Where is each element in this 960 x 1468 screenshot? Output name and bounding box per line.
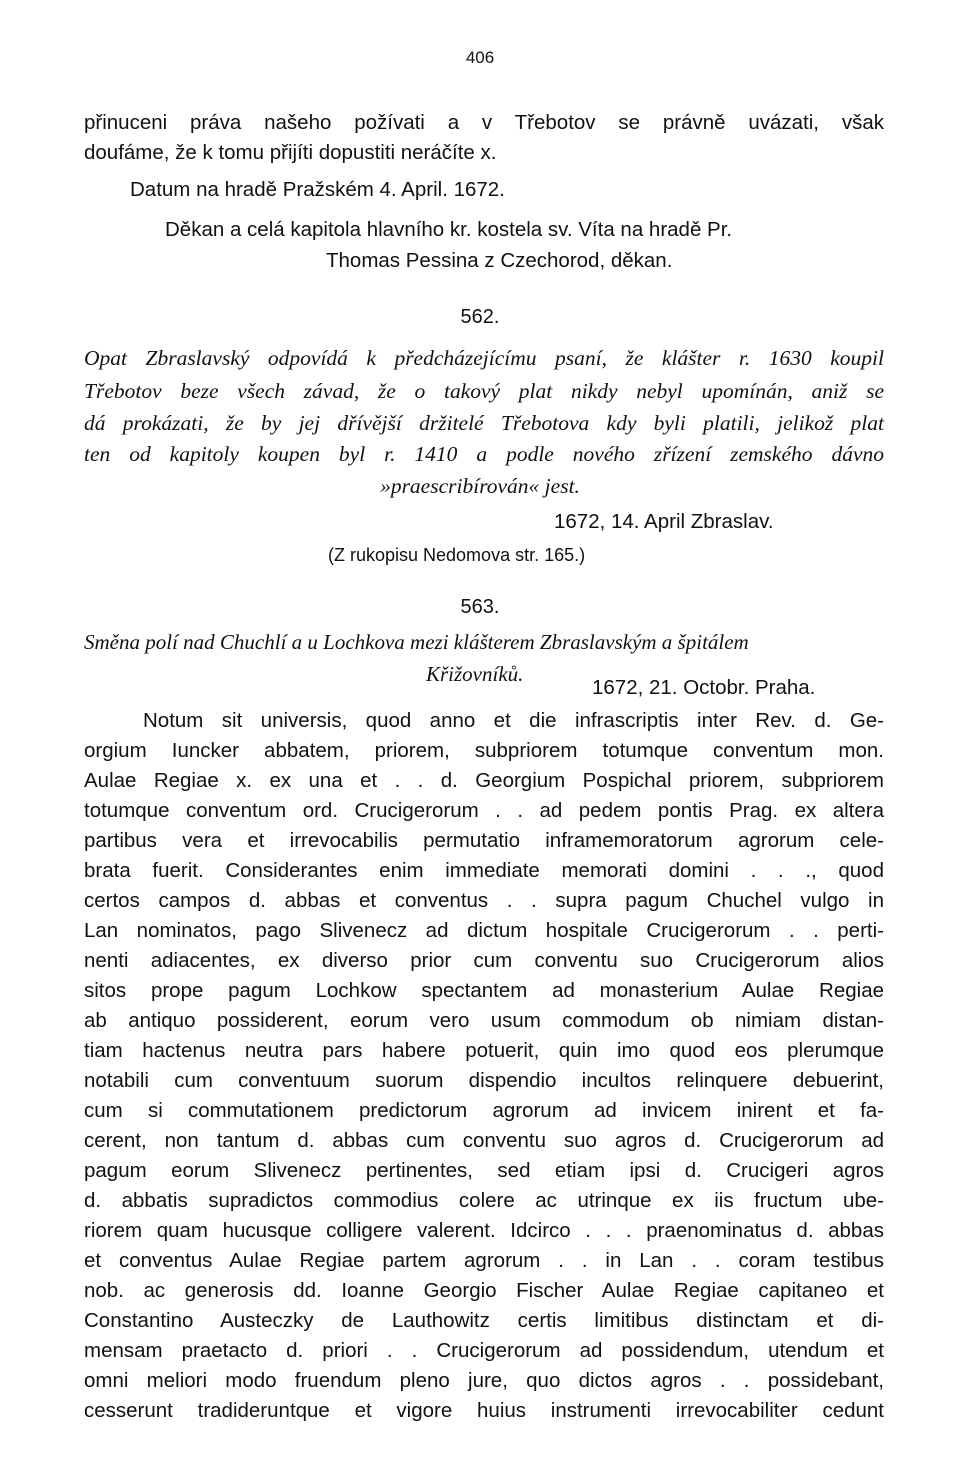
date-place: 1672, 14. April Zbraslav.	[554, 510, 774, 533]
body-line: sitos prope pagum Lochkow spectantem ad monasterium Aulae Regiae	[84, 979, 884, 1002]
body-line: brata fuerit. Considerantes enim immediate memorati domini . . ., quod	[84, 859, 884, 882]
body-line: přinuceni práva našeho požívati a v Třebotov se právně uvázati, však	[84, 111, 884, 134]
body-line: cesserunt tradideruntque et vigore huius instrumenti irrevocabiliter cedunt	[84, 1399, 884, 1422]
body-line: partibus vera et irrevocabilis permutatio inframemoratorum agrorum cele-	[84, 829, 884, 852]
body-line: et conventus Aulae Regiae partem agrorum . . in Lan . . coram testibus	[84, 1249, 884, 1272]
summary-line: ten od kapitoly koupen byl r. 1410 a podle nového zřízení zemského dávno	[84, 442, 884, 466]
body-line: Lan nominatos, pago Slivenecz ad dictum hospitale Crucigerorum . . perti-	[84, 919, 884, 942]
body-line: certos campos d. abbas et conventus . . supra pagum Chuchel vulgo in	[84, 889, 884, 912]
document-number: 562.	[460, 306, 500, 328]
page-number: 406	[465, 48, 495, 67]
body-line: totumque conventum ord. Crucigerorum . . ad pedem pontis Prag. ex altera	[84, 799, 884, 822]
body-line: nob. ac generosis dd. Ioanne Georgio Fischer Aulae Regiae capitaneo et	[84, 1279, 884, 1302]
body-line: pagum eorum Slivenecz pertinentes, sed etiam ipsi d. Crucigeri agros	[84, 1159, 884, 1182]
body-line: notabili cum conventuum suorum dispendio incultos relinquere debuerint,	[84, 1069, 884, 1092]
document-number: 563.	[460, 596, 500, 618]
body-line: doufáme, že k tomu přijíti dopustiti neráčíte x.	[84, 141, 497, 164]
body-line: Notum sit universis, quod anno et die infrascriptis inter Rev. d. Ge-	[143, 709, 884, 732]
body-line: omni meliori modo fruendum pleno jure, quo dictos agros . . possidebant,	[84, 1369, 884, 1392]
body-line: riorem quam hucusque colligere valerent. Idcirco . . . praenominatus d. abbas	[84, 1219, 884, 1242]
signature-line: Děkan a celá kapitola hlavního kr. kostela sv. Víta na hradě Pr.	[165, 218, 733, 241]
title-line: Směna polí nad Chuchlí a u Lochkova mezi klášterem Zbraslavským a špitálem	[84, 630, 749, 654]
body-line: orgium Iuncker abbatem, priorem, subpriorem totumque conventum mon.	[84, 739, 884, 762]
body-line: nenti adiacentes, ex diverso prior cum conventu suo Crucigerorum alios	[84, 949, 884, 972]
signature-line: Thomas Pessina z Czechorod, děkan.	[326, 249, 673, 272]
source-note: (Z rukopisu Nedomova str. 165.)	[328, 545, 586, 565]
summary-line: Opat Zbraslavský odpovídá k předcházejícímu psaní, že klášter r. 1630 koupil	[84, 346, 884, 370]
summary-line: Třebotov beze všech závad, že o takový plat nikdy nebyl upomínán, aniž se	[84, 379, 884, 403]
summary-line: »praescribírován« jest.	[380, 474, 580, 498]
body-line: Aulae Regiae x. ex una et . . d. Georgium Pospichal priorem, subpriorem	[84, 769, 884, 792]
body-line: Constantino Austeczky de Lauthowitz certis limitibus distinctam et di-	[84, 1309, 884, 1332]
body-line: tiam hactenus neutra pars habere potuerit, quin imo quod eos plerumque	[84, 1039, 884, 1062]
summary-line: dá prokázati, že by jej dřívější držitelé Třebotova kdy byli platili, jelikož plat	[84, 411, 884, 435]
body-line: d. abbatis supradictos commodius colere ac utrinque ex iis fructum ube-	[84, 1189, 884, 1212]
body-line: ab antiquo possiderent, eorum vero usum commodum ob nimiam distan-	[84, 1009, 884, 1032]
body-line: cum si commutationem predictorum agrorum ad invicem inirent et fa-	[84, 1099, 884, 1122]
dateline: Datum na hradě Pražském 4. April. 1672.	[130, 178, 505, 201]
body-line: mensam praetacto d. priori . . Crucigerorum ad possidendum, utendum et	[84, 1339, 884, 1362]
body-line: cerent, non tantum d. abbas cum conventu suo agros d. Crucigerorum ad	[84, 1129, 884, 1152]
date-place: 1672, 21. Octobr. Praha.	[592, 676, 816, 699]
title-line: Křižovníků.	[426, 662, 524, 686]
